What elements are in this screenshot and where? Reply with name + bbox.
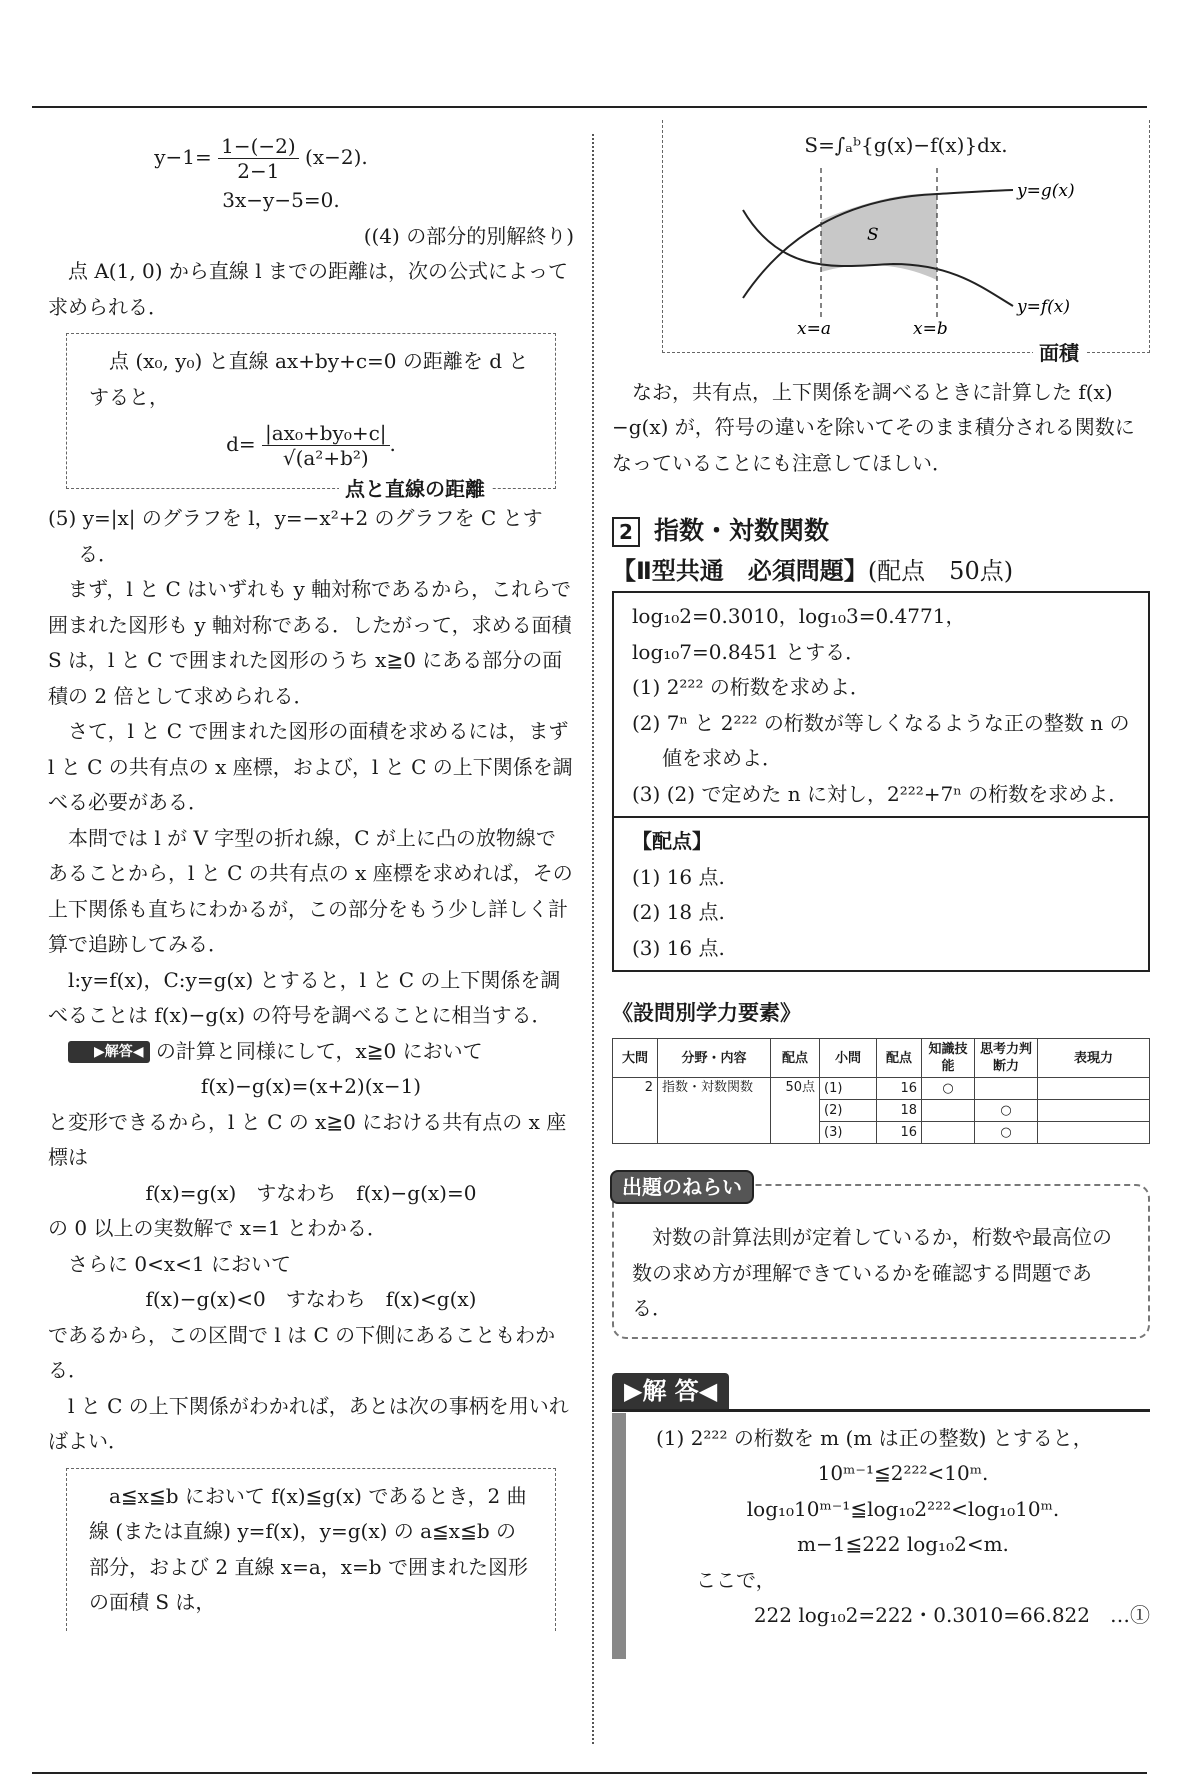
area-graph <box>673 168 1143 338</box>
cell-shomon: (2) <box>820 1100 877 1122</box>
kaitou-badge: ▶解答◀ <box>68 1041 150 1063</box>
distance-fraction <box>262 421 390 470</box>
points-section <box>614 816 1148 970</box>
problem-line: (2) 7ⁿ と 2²²² の桁数が等しくなるような正の整数 n の値を求めよ． <box>632 710 1130 770</box>
cell-chishiki <box>922 1100 975 1122</box>
subtitle-bold: 【Ⅱ型共通 必須問題】 <box>612 557 868 585</box>
section-number: 2 <box>612 517 640 547</box>
problem-box <box>612 591 1150 972</box>
elements-table <box>612 1038 1150 1144</box>
distance-formula: d= $\frac{\text{|ax₀+by₀+c|}}{\text{√(a²+b²)}}$ . <box>226 421 396 470</box>
paragraph-v-shape: 本問では l が V 字型の折れ線，C が上に凸の放物線であることから，l と C の共有点の x 座標を求めれば，その上下関係も直ちにわかるが，この部分をもう少し詳しく計算で追跡してみる． <box>48 825 573 956</box>
cell-hyogen <box>1038 1100 1150 1122</box>
subtitle-points: (配点 50点) <box>867 557 1014 585</box>
points-line: (3) 16 点. <box>632 935 725 960</box>
table-row <box>613 1078 1150 1100</box>
question-5: (5) y=|x| のグラフを l，y=−x²+2 のグラフを C とする． <box>48 506 543 566</box>
answer-line: (1) 2²²² の桁数を m (m は正の整数) とすると， <box>656 1425 1093 1450</box>
cell-hyogen <box>1038 1078 1150 1100</box>
paragraph-symmetry: まず，l と C はいずれも y 軸対称であるから，これらで囲まれた図形も y 軸対称である．したがって，求める面積 S は，l と C で囲まれた図形のうち x≧0 にある部分の面積の 2 倍として求められる． <box>48 577 572 708</box>
cell-shiko: ○ <box>975 1100 1038 1122</box>
paragraph-intersection: さて，l と C で囲まれた図形の面積を求めるには，まず l と C の共有点の x 座標，および，l と C の上下関係を調べる必要がある． <box>48 719 573 814</box>
cell-chishiki: ○ <box>922 1078 975 1100</box>
paragraph-solution-x1: の 0 以上の実数解で x=1 とわかる． <box>48 1216 387 1240</box>
cell-points: 18 <box>877 1100 922 1122</box>
area-region-S <box>821 193 937 279</box>
table-header: 表現力 <box>1038 1039 1150 1078</box>
answer-line: 10ᵐ⁻¹≦2²²²<10ᵐ. <box>817 1461 989 1485</box>
area-box <box>662 120 1150 365</box>
equation-fg-less: f(x)−g(x)<0 すなわち f(x)<g(x) <box>145 1287 477 1311</box>
cell-hyogen <box>1038 1122 1150 1144</box>
label-g: y=g(x) <box>1017 180 1075 201</box>
right-column <box>612 134 1150 1659</box>
answer-header <box>612 1373 1150 1413</box>
area-fact-box <box>66 1468 556 1631</box>
table-header: 知識技能 <box>922 1039 975 1078</box>
elements-title: 《設問別学力要素》 <box>612 1001 801 1025</box>
answer-side-bar <box>612 1413 626 1659</box>
cell-chishiki <box>922 1122 975 1144</box>
column-divider <box>592 134 594 1744</box>
cell-shiko: ○ <box>975 1122 1038 1144</box>
cell-points: 16 <box>877 1078 922 1100</box>
bottom-rule <box>32 1772 1147 1774</box>
eq1-rhs: (x−2). <box>305 145 368 169</box>
answer-line: 222 log₁₀2=222・0.3010=66.822 …① <box>753 1603 1150 1627</box>
answer-rule <box>612 1409 1150 1412</box>
partial-solution-end: ((4) の部分的別解終り) <box>363 223 574 248</box>
label-x-b: x=b <box>913 318 948 338</box>
cell-bunya: 指数・対数関数 <box>658 1078 771 1144</box>
cell-points: 16 <box>877 1122 922 1144</box>
equation-line-2: 3x−y−5=0. <box>222 188 340 212</box>
table-header: 配点 <box>771 1039 820 1078</box>
problem-line: log₁₀7=0.8451 とする． <box>632 639 866 664</box>
area-box-label: 面積 <box>1033 341 1085 365</box>
distance-lhs: d= <box>226 432 256 456</box>
aim-label: 出題のねらい <box>610 1170 754 1204</box>
eq1-denominator: 2−1 <box>237 159 280 183</box>
paragraph-kaitou-ref <box>48 1034 574 1070</box>
answer-line: m−1≦222 log₁₀2<m. <box>797 1532 1009 1556</box>
paragraph-f-g-definition: l:y=f(x)，C:y=g(x) とすると，l と C の上下関係を調べることは f(x)−g(x) の符号を調べることに相当する． <box>48 967 561 1027</box>
section-title: 指数・対数関数 <box>654 516 830 545</box>
left-column <box>48 134 574 1643</box>
paragraph-interval: さらに 0<x<1 において <box>68 1251 291 1276</box>
table-header: 大問 <box>613 1039 658 1078</box>
cell-shomon: (3) <box>820 1122 877 1144</box>
points-line: (2) 18 点. <box>632 900 725 924</box>
aim-text: 対数の計算法則が定着しているか，桁数や最高位の数の求め方が理解できているかを確認する問題である． <box>632 1225 1112 1320</box>
paragraph-note: なお，共有点，上下関係を調べるときに計算した f(x)−g(x) が，符号の違いを除いてそのまま積分される関数になっていることにも注意してほしい． <box>612 379 1135 475</box>
kaitou-ref-text: の計算と同様にして，x≧0 において <box>155 1038 483 1063</box>
problem-line: (1) 2²²² の桁数を求めよ． <box>632 675 870 699</box>
table-header: 思考力判断力 <box>975 1039 1038 1078</box>
answer-label: ▶解 答◀ <box>612 1373 729 1409</box>
problem-line: log₁₀2=0.3010，log₁₀3=0.4771， <box>632 604 966 628</box>
points-heading: 【配点】 <box>632 829 712 853</box>
answer-body <box>612 1413 1150 1659</box>
area-fact-text: a≦x≦b において f(x)≦g(x) であるとき，2 曲線 (または直線) y=f(x)，y=g(x) の a≦x≦b の部分，および 2 直線 x=a，x=b で囲まれた図形の面積 S は， <box>89 1483 528 1614</box>
cell-daimon: 2 <box>613 1078 658 1144</box>
eq1-lhs: y−1= <box>154 145 212 169</box>
section-heading <box>612 511 1150 551</box>
equation-line-1 <box>0 134 574 183</box>
label-x-a: x=a <box>797 318 831 338</box>
cell-haiten: 50点 <box>771 1078 820 1144</box>
eq1-numerator: 1−(−2) <box>218 134 299 159</box>
answer-line: log₁₀10ᵐ⁻¹≦log₁₀2²²²<log₁₀10ᵐ. <box>746 1496 1060 1521</box>
aim-box <box>612 1175 1150 1339</box>
problem-statement <box>614 593 1148 816</box>
table-header-row <box>613 1039 1150 1078</box>
top-rule <box>32 106 1147 108</box>
cell-shomon: (1) <box>820 1078 877 1100</box>
paragraph-distance-intro: 点 A(1, 0) から直線 l までの距離は，次の公式によって求められる． <box>48 259 569 319</box>
paragraph-below: であるから，この区間で l は C の下側にあることもわかる． <box>48 1322 556 1382</box>
table-header: 小問 <box>820 1039 877 1078</box>
section-subtitle <box>612 551 1150 591</box>
formula-box-distance <box>66 333 556 501</box>
formula-box-text: 点 (x₀, y₀) と直線 ax+by+c=0 の距離を d とすると， <box>89 349 529 409</box>
equation-factor: f(x)−g(x)=(x+2)(x−1) <box>200 1074 422 1098</box>
points-line: (1) 16 点. <box>632 864 725 889</box>
equation-fg-equal: f(x)=g(x) すなわち f(x)−g(x)=0 <box>145 1180 477 1205</box>
table-header: 分野・内容 <box>658 1039 771 1078</box>
table-header: 配点 <box>877 1039 922 1078</box>
distance-numerator: |ax₀+by₀+c| <box>262 421 390 446</box>
cell-shiko <box>975 1078 1038 1100</box>
label-S: S <box>867 224 879 245</box>
label-f: y=f(x) <box>1017 296 1070 317</box>
distance-denominator: √(a²+b²) <box>282 446 369 470</box>
paragraph-use-fact: l と C の上下関係がわかれば，あとは次の事柄を用いればよい． <box>48 1393 569 1453</box>
formula-box-label: 点と直線の距離 <box>339 477 491 501</box>
area-integral: S=∫ₐᵇ{g(x)−f(x)}dx. <box>804 133 1008 157</box>
paragraph-intersection-x: と変形できるから，l と C の x≧0 における共有点の x 座標は <box>48 1109 567 1169</box>
eq1-fraction <box>218 134 299 183</box>
answer-line: ここで， <box>696 1567 776 1592</box>
problem-line: (3) (2) で定めた n に対し，2²²²+7ⁿ の桁数を求めよ． <box>632 781 1129 806</box>
